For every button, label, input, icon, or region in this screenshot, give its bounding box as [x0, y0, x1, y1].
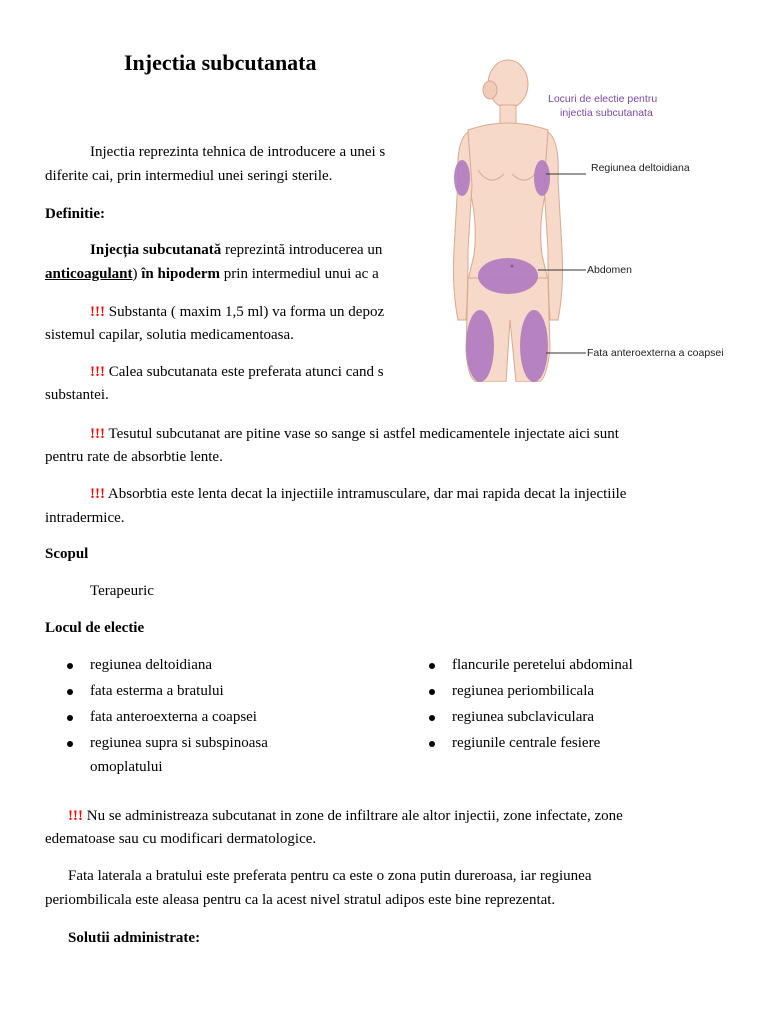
list-item: fata anteroexterna a coapsei: [90, 707, 257, 727]
locul-heading: Locul de electie: [45, 620, 145, 636]
bullet-icon: [67, 741, 73, 747]
note1-text: Substanta ( maxim 1,5 ml) va forma un depoz: [105, 304, 385, 320]
warning-text: Nu se administreaza subcutanat in zone de infiltrare ale altor injectii, zone infectate, zone: [83, 808, 623, 824]
warning-marker: !!!: [90, 304, 105, 320]
bullet-icon: [67, 689, 73, 695]
thigh-left-site: [466, 310, 494, 382]
definitie-heading: Definitie:: [45, 206, 105, 222]
bullet-icon: [67, 663, 73, 669]
label-thigh: Fata anteroexterna a coapsei: [587, 347, 724, 359]
note2-text: Calea subcutanata este preferata atunci cand s: [105, 364, 384, 380]
warning-line1: [68, 806, 623, 826]
note2-line2: substantei.: [45, 387, 109, 403]
list-item: flancurile peretelui abdominal: [452, 655, 633, 675]
note3-line2: pentru rate de absorbtie lente.: [45, 449, 223, 465]
label-deltoid: Regiunea deltoidiana: [591, 162, 690, 174]
list-item: regiunea supra si subspinoasa: [90, 733, 268, 753]
hair-bun-shape: [483, 81, 497, 99]
list-item: regiunea deltoidiana: [90, 655, 212, 675]
bullet-icon: [429, 715, 435, 721]
navel-mark: [511, 265, 514, 268]
note4-text: Absorbtia este lenta decat la injectiile intramusculare, dar mai rapida decat la injectiile: [105, 486, 627, 502]
solutii-heading: Solutii administrate:: [68, 930, 201, 946]
intro-line1: Injectia reprezinta tehnica de introducere a unei s: [90, 144, 386, 160]
warning-marker: !!!: [90, 426, 105, 442]
list-item-continuation: omoplatului: [90, 759, 163, 775]
intro-line2: diferite cai, prin intermediul unei seringi sterile.: [45, 168, 333, 184]
torso-shape: [468, 123, 548, 280]
definitie-text3: prin intermediul unui ac a: [220, 266, 379, 282]
explain-line2: periombilicala este aleasa pentru ca la acest nivel stratul adipos este bine reprezentat.: [45, 892, 556, 908]
note1-line2: sistemul capilar, solutia medicamentoasa.: [45, 327, 294, 343]
note4-line1: [90, 484, 626, 504]
deltoid-right-site: [534, 160, 550, 196]
body-diagram-figure: [438, 50, 730, 382]
neck-shape: [500, 105, 516, 125]
list-item: regiunile centrale fesiere: [452, 733, 600, 753]
definitie-line1: [90, 240, 382, 260]
figure-caption-line1: Locuri de electie pentru: [548, 93, 658, 105]
note3-text: Tesutul subcutanat are pitine vase so sange si astfel medicamentele injectate aici sunt: [105, 426, 619, 442]
warning-marker: !!!: [68, 808, 83, 824]
page-title: Injectia subcutanata: [124, 50, 317, 75]
definitie-term: Injecția subcutanată: [90, 242, 222, 258]
bullet-icon: [429, 689, 435, 695]
bullet-icon: [429, 663, 435, 669]
list-item: fata esterma a bratului: [90, 681, 224, 701]
explain-line1: Fata laterala a bratului este preferata pentru ca este o zona putin dureroasa, iar regiunea: [68, 868, 592, 884]
bullet-icon: [429, 741, 435, 747]
note3-line1: [90, 424, 619, 444]
definitie-line2: [45, 264, 379, 284]
list-item: regiunea periombilicala: [452, 681, 594, 701]
abdomen-site: [478, 258, 538, 294]
list-item: regiunea subclaviculara: [452, 707, 594, 727]
scopul-value: Terapeuric: [90, 583, 154, 599]
note1-line1: [90, 302, 384, 322]
warning-marker: !!!: [90, 486, 105, 502]
definitie-text1: reprezintă introducerea un: [221, 242, 383, 258]
figure-caption-line2: injectia subcutanata: [560, 107, 653, 119]
label-abdomen: Abdomen: [587, 264, 632, 276]
hipoderm-term: în hipoderm: [141, 266, 221, 282]
warning-marker: !!!: [90, 364, 105, 380]
scopul-heading: Scopul: [45, 546, 89, 562]
deltoid-left-site: [454, 160, 470, 196]
bullet-icon: [67, 715, 73, 721]
note4-line2: intradermice.: [45, 510, 125, 526]
note2-line1: [90, 362, 384, 382]
thigh-right-site: [520, 310, 548, 382]
anticoagulant-term: anticoagulant: [45, 266, 133, 282]
definitie-text2: ): [132, 266, 142, 282]
warning-line2: edematoase sau cu modificari dermatologice.: [45, 831, 317, 847]
